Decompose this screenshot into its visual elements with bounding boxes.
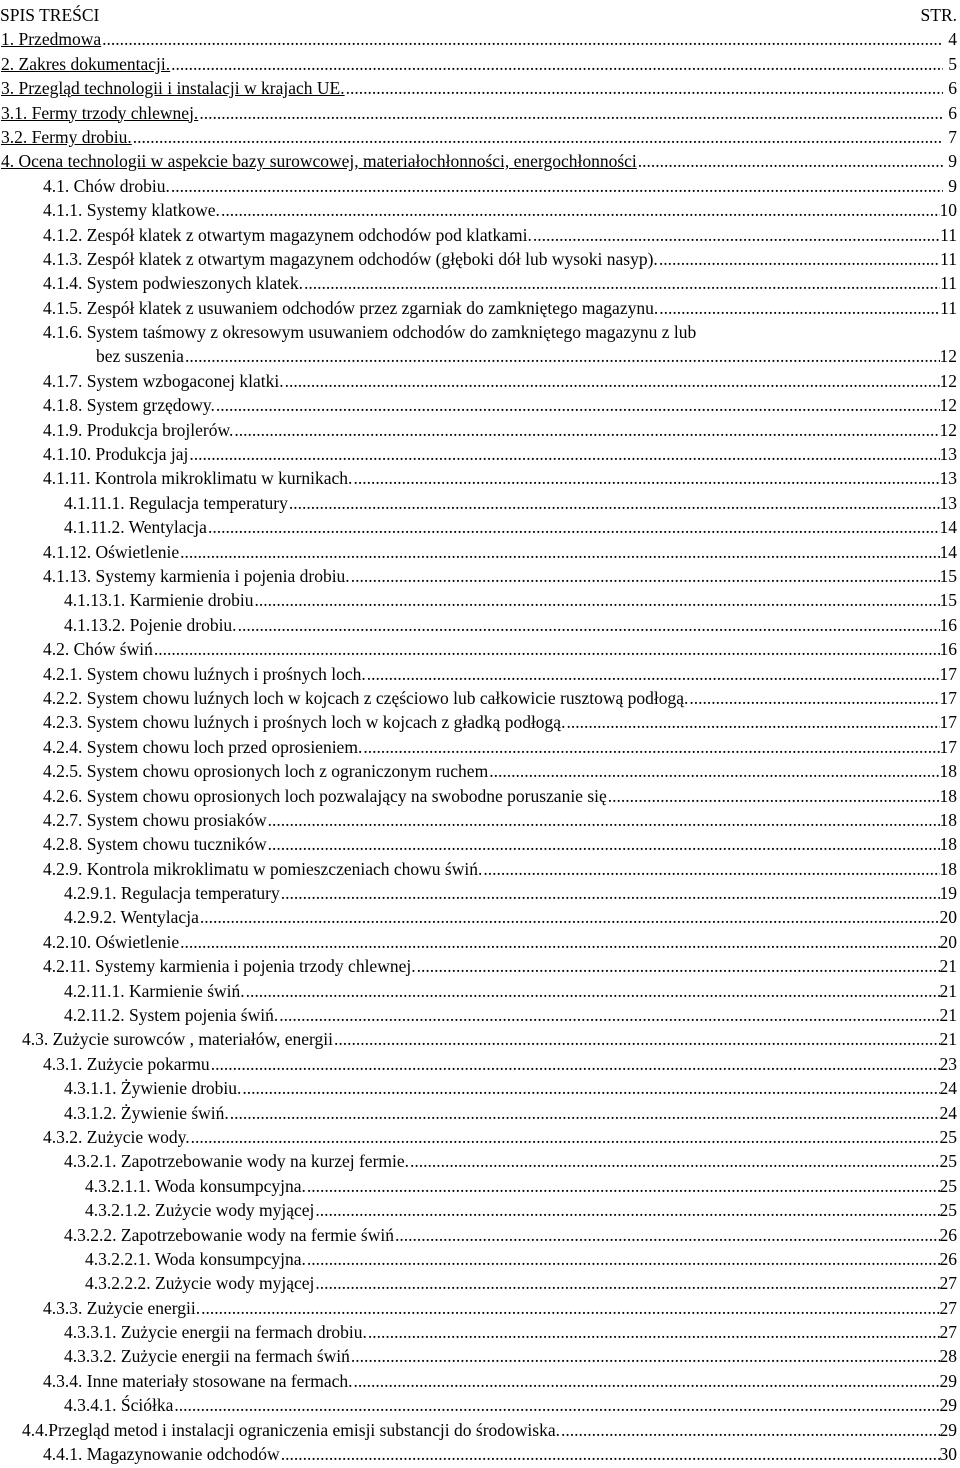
toc-entry xyxy=(0,1027,957,1051)
toc-page-number: 11 xyxy=(940,224,957,245)
toc-page-number: 12 xyxy=(939,370,957,391)
toc-entry-text: 4.2.11.2. System pojenia świń. xyxy=(64,1005,279,1026)
toc-entry xyxy=(0,588,957,612)
page-column-label: STR. xyxy=(920,5,957,25)
toc-entry xyxy=(0,1296,957,1320)
toc-entry xyxy=(0,1442,957,1466)
toc-page-number: 25 xyxy=(939,1200,957,1221)
toc-page-number: 24 xyxy=(939,1078,957,1099)
toc-entry xyxy=(0,1344,957,1368)
toc-entry-text: 4.1.9. Produkcja brojlerów. xyxy=(43,419,234,440)
toc-entry-link[interactable]: 3.2. Fermy drobiu. xyxy=(1,126,132,147)
toc-entry-text: 4.3.1.2. Żywienie świń. xyxy=(64,1102,229,1123)
toc-page-number: 20 xyxy=(939,931,957,952)
toc-entry xyxy=(0,1125,957,1149)
dot-leader xyxy=(565,710,939,734)
dot-leader xyxy=(237,613,940,637)
toc-page-number: 17 xyxy=(939,663,957,684)
toc-title: SPIS TREŚCI xyxy=(0,5,100,25)
toc-entry-text: 4.1.5. Zespół klatek z usuwaniem odchodów przez zgarniak do zamkniętego magazynu. xyxy=(43,297,659,318)
toc-page-number: 14 xyxy=(939,541,957,562)
dot-leader xyxy=(184,344,940,368)
toc-entry xyxy=(0,393,957,417)
dot-leader xyxy=(179,930,939,954)
dot-leader xyxy=(314,1198,939,1222)
toc-page-number: 13 xyxy=(939,444,957,465)
dot-leader xyxy=(314,1271,939,1295)
toc-entry xyxy=(0,1247,957,1271)
dot-leader xyxy=(607,784,940,808)
toc-entry-text: 4.1. Chów drobiu. xyxy=(43,175,170,196)
toc-entry xyxy=(0,320,957,369)
dot-leader xyxy=(267,832,940,856)
toc-page-number: 17 xyxy=(939,736,957,757)
toc-entry-continuation: bez suszenia xyxy=(96,346,184,367)
dot-leader xyxy=(345,76,943,100)
toc-entry-text: 4.1.7. System wzbogaconej klatki. xyxy=(43,370,284,391)
toc-entry-text: 4.2.10. Oświetlenie xyxy=(43,931,180,952)
toc-entry-text: 4.3.2.1. Zapotrzebowanie wody na kurzej fermie. xyxy=(64,1151,410,1172)
toc-entry xyxy=(0,905,957,929)
toc-page-number: 27 xyxy=(939,1297,957,1318)
toc-entry-text: 4.2.8. System chowu tuczników xyxy=(43,834,267,855)
toc-page-number: 17 xyxy=(939,687,957,708)
dot-leader xyxy=(229,1101,940,1125)
toc-entry-text: 4.1.13.1. Karmienie drobiu xyxy=(64,590,254,611)
toc-entry-text: 4.3.4.1. Ściółka xyxy=(64,1395,174,1416)
toc-entry-text: 4.1.13. Systemy karmienia i pojenia drobiu. xyxy=(43,565,350,586)
toc-entry-text: 4.3.2. Zużycie wody. xyxy=(43,1126,190,1147)
toc-entry xyxy=(0,1003,957,1027)
toc-entry xyxy=(0,1101,957,1125)
toc-entry[interactable] xyxy=(0,125,957,149)
toc-entry-text: 4.3.1.1. Żywienie drobiu. xyxy=(64,1078,242,1099)
toc-page-number: 28 xyxy=(939,1346,957,1367)
dot-leader xyxy=(350,1344,940,1368)
toc-page-number: 21 xyxy=(939,956,957,977)
toc-page-number: 11 xyxy=(940,273,957,294)
toc-entry-text: 4.1.8. System grzędowy. xyxy=(43,395,215,416)
dot-leader xyxy=(303,271,940,295)
toc-entry xyxy=(0,662,957,686)
toc-page-number: 25 xyxy=(939,1151,957,1172)
toc-page-number: 29 xyxy=(939,1419,957,1440)
toc-page-number: 25 xyxy=(939,1175,957,1196)
toc-page-number: 13 xyxy=(939,468,957,489)
toc-entry xyxy=(0,491,957,515)
dot-leader xyxy=(173,1393,939,1417)
toc-page-number: 27 xyxy=(939,1273,957,1294)
toc-entry xyxy=(0,247,957,271)
dot-leader xyxy=(306,1174,940,1198)
toc-entry xyxy=(0,418,957,442)
toc-entry xyxy=(0,296,957,320)
dot-leader xyxy=(241,1076,939,1100)
dot-leader xyxy=(350,564,940,588)
toc-entry-text: 4.1.2. Zespół klatek z otwartym magazynem odchodów pod klatkami. xyxy=(43,224,532,245)
toc-page-number: 4 xyxy=(948,29,957,50)
toc-entry-text: 4.2.4. System chowu loch przed oprosieniem. xyxy=(43,736,363,757)
dot-leader xyxy=(278,1003,939,1027)
toc-entry xyxy=(0,564,957,588)
toc-page-number: 11 xyxy=(940,297,957,318)
dot-leader xyxy=(188,442,939,466)
dot-leader xyxy=(532,223,940,247)
toc-entry-text: 4.2.3. System chowu luźnych i prośnych loch w kojcach z gładką podłogą. xyxy=(43,712,566,733)
toc-page-number: 24 xyxy=(939,1102,957,1123)
dot-leader xyxy=(179,540,939,564)
toc-entry[interactable] xyxy=(0,76,957,100)
toc-entry xyxy=(0,759,957,783)
toc-page-number: 7 xyxy=(948,126,957,147)
toc-page-number: 13 xyxy=(939,492,957,513)
toc-entry-text: 4.1.11.2. Wentylacja xyxy=(64,517,207,538)
dot-leader xyxy=(153,637,940,661)
dot-leader xyxy=(267,808,940,832)
toc-entry-text: 4.1.4. System podwieszonych klatek. xyxy=(43,273,304,294)
toc-entry-text: 4.1.11.1. Regulacja temperatury xyxy=(64,492,288,513)
toc-entry xyxy=(0,271,957,295)
toc-page-number: 17 xyxy=(939,712,957,733)
dot-leader xyxy=(352,466,939,490)
toc-entry xyxy=(0,198,957,222)
toc-entry xyxy=(0,1052,957,1076)
toc-entry-text: 4.3. Zużycie surowców , materiałów, energii xyxy=(22,1029,334,1050)
toc-entry xyxy=(0,857,957,881)
toc-entry-text: 4.3.2.2.1. Woda konsumpcyjna. xyxy=(85,1248,306,1269)
toc-entry-text: 4.2.7. System chowu prosiaków xyxy=(43,809,267,830)
dot-leader xyxy=(245,979,940,1003)
toc-entry xyxy=(0,369,957,393)
toc-entry xyxy=(0,174,957,198)
toc-page-number: 10 xyxy=(939,200,957,221)
toc-entry xyxy=(0,686,957,710)
toc-entry xyxy=(0,223,957,247)
dot-leader xyxy=(284,369,940,393)
toc-entry-text: 4.1.10. Produkcja jaj xyxy=(43,444,189,465)
dot-leader xyxy=(658,296,940,320)
dot-leader xyxy=(367,1320,940,1344)
toc-entry xyxy=(0,515,957,539)
toc-page-number: 21 xyxy=(939,1005,957,1026)
dot-leader xyxy=(280,1442,940,1466)
toc-page-number: 6 xyxy=(948,78,957,99)
toc-page-number: 12 xyxy=(939,346,957,367)
toc-page-number: 23 xyxy=(939,1053,957,1074)
dot-leader xyxy=(362,735,939,759)
toc-entry-text: 4.3.2.2.2. Zużycie wody myjącej xyxy=(85,1273,315,1294)
dot-leader xyxy=(306,1247,940,1271)
toc-entry-text: 4.1.6. System taśmowy z okresowym usuwaniem odchodów do zamkniętego magazynu z lub xyxy=(43,322,697,343)
toc-page-number: 21 xyxy=(939,980,957,1001)
dot-leader xyxy=(170,52,943,76)
toc-page-number: 18 xyxy=(939,834,957,855)
toc-entry xyxy=(0,881,957,905)
toc-entry[interactable] xyxy=(0,101,957,125)
toc-page-number: 19 xyxy=(939,883,957,904)
toc-entry-text: 4.3.3.2. Zużycie energii na fermach świń xyxy=(64,1346,350,1367)
toc-entry-text: 4.3.1. Zużycie pokarmu xyxy=(43,1053,210,1074)
toc-entry-link[interactable]: 4. Ocena technologii w aspekcie bazy surowcowej, materiałochłonności, energochłonności xyxy=(1,151,637,172)
toc-page-number: 30 xyxy=(939,1444,957,1465)
toc-page-number: 18 xyxy=(939,761,957,782)
toc-entry xyxy=(0,1271,957,1295)
dot-leader xyxy=(288,491,940,515)
dot-leader xyxy=(215,393,940,417)
dot-leader xyxy=(416,954,940,978)
dot-leader xyxy=(409,1149,939,1173)
dot-leader xyxy=(658,247,940,271)
toc-entry-text: 4.3.2.1.1. Woda konsumpcyjna. xyxy=(85,1175,306,1196)
toc-page-number: 27 xyxy=(939,1322,957,1343)
toc-entry-text: 4.2.5. System chowu oprosionych loch z ograniczonym ruchem xyxy=(43,761,489,782)
toc-page-number: 6 xyxy=(948,102,957,123)
toc-page-number: 29 xyxy=(939,1370,957,1391)
toc-entry xyxy=(0,735,957,759)
toc-page-number: 16 xyxy=(939,639,957,660)
toc-page-number: 26 xyxy=(939,1248,957,1269)
toc-entry xyxy=(0,930,957,954)
toc-entry-text: 4.1.12. Oświetlenie xyxy=(43,541,180,562)
toc-page-number: 12 xyxy=(939,419,957,440)
toc-entry-text: 4.3.3.1. Zużycie energii na fermach drobiu. xyxy=(64,1322,367,1343)
dot-leader xyxy=(560,1418,940,1442)
toc-entry-text: 4.3.4. Inne materiały stosowane na fermach. xyxy=(43,1370,353,1391)
toc-header xyxy=(0,3,957,27)
toc-entry-text: 4.2.2. System chowu luźnych loch w kojcach z częściowo lub całkowicie rusztową podłogą. xyxy=(43,687,689,708)
toc-entry-text: 4.3.2.1.2. Zużycie wody myjącej xyxy=(85,1200,315,1221)
dot-leader xyxy=(220,198,940,222)
dot-leader xyxy=(170,174,943,198)
toc-page-number: 12 xyxy=(939,395,957,416)
dot-leader xyxy=(198,101,943,125)
toc-entry-link[interactable]: 2. Zakres dokumentacji. xyxy=(1,53,171,74)
toc-entry-text: 4.4.Przegląd metod i instalacji ograniczenia emisji substancji do środowiska. xyxy=(22,1419,560,1440)
toc-entry xyxy=(0,540,957,564)
toc-page-number: 21 xyxy=(939,1029,957,1050)
toc-entry[interactable] xyxy=(0,52,957,76)
dot-leader xyxy=(200,1296,939,1320)
toc-entry xyxy=(0,1149,957,1173)
toc-entry xyxy=(0,832,957,856)
toc-page-number: 11 xyxy=(940,248,957,269)
toc-entry-link[interactable]: 3. Przegląd technologii i instalacji w krajach UE. xyxy=(1,78,345,99)
toc-entry xyxy=(0,466,957,490)
toc-entry xyxy=(0,1174,957,1198)
dot-leader xyxy=(482,857,939,881)
toc-entry-text: 4.3.3. Zużycie energii. xyxy=(43,1297,201,1318)
toc-entry-text: 4.1.3. Zespół klatek z otwartym magazynem odchodów (głęboki dół lub wysoki nasyp). xyxy=(43,248,658,269)
toc-entry[interactable] xyxy=(0,27,957,51)
dot-leader xyxy=(199,905,940,929)
toc-entry-link[interactable]: 3.1. Fermy trzody chlewnej. xyxy=(1,102,199,123)
toc-entry xyxy=(0,954,957,978)
toc-page-number: 20 xyxy=(939,907,957,928)
toc-entry-text: 4.1.1. Systemy klatkowe. xyxy=(43,200,220,221)
dot-leader xyxy=(637,149,943,173)
dot-leader xyxy=(254,588,940,612)
dot-leader xyxy=(366,662,940,686)
toc-page-number: 25 xyxy=(939,1126,957,1147)
dot-leader xyxy=(207,515,940,539)
toc-entry-text: 4.4.1. Magazynowanie odchodów xyxy=(43,1444,280,1465)
toc-entry xyxy=(0,613,957,637)
toc-entry xyxy=(0,1076,957,1100)
toc-page-number: 29 xyxy=(939,1395,957,1416)
toc-page-number: 15 xyxy=(939,565,957,586)
toc-page-number: 18 xyxy=(939,785,957,806)
toc-entry xyxy=(0,1369,957,1393)
toc-page-number: 9 xyxy=(948,151,957,172)
toc-entry-text: 4.1.13.2. Pojenie drobiu. xyxy=(64,614,237,635)
toc-entry-text: 4.2.11. Systemy karmienia i pojenia trzody chlewnej. xyxy=(43,956,416,977)
toc-entry-text: 4.3.2.2. Zapotrzebowanie wody na fermie świń xyxy=(64,1224,394,1245)
dot-leader xyxy=(333,1027,939,1051)
toc-entry xyxy=(0,1223,957,1247)
dot-leader xyxy=(280,881,940,905)
toc-entry-text: 4.2.6. System chowu oprosionych loch pozwalający na swobodne poruszanie się xyxy=(43,785,607,806)
toc-entry-text: 4.1.11. Kontrola mikroklimatu w kurnikach. xyxy=(43,468,353,489)
toc-page-number: 14 xyxy=(939,517,957,538)
dot-leader xyxy=(210,1052,940,1076)
dot-leader xyxy=(132,125,943,149)
toc-entries xyxy=(0,27,957,1466)
dot-leader xyxy=(233,418,939,442)
toc-entry xyxy=(0,784,957,808)
toc-entry-text: 4.2.11.1. Karmienie świń. xyxy=(64,980,245,1001)
toc-entry-text: 4.2.1. System chowu luźnych i prośnych loch. xyxy=(43,663,366,684)
toc-entry xyxy=(0,979,957,1003)
toc-entry-text: 4.2. Chów świń xyxy=(43,639,153,660)
dot-leader xyxy=(353,1369,940,1393)
toc-entry xyxy=(0,637,957,661)
toc-entry xyxy=(0,1393,957,1417)
toc-page-number: 15 xyxy=(939,590,957,611)
toc-entry-text: 4.2.9. Kontrola mikroklimatu w pomieszczeniach chowu świń. xyxy=(43,858,483,879)
toc-page-number: 18 xyxy=(939,858,957,879)
dot-leader xyxy=(101,27,943,51)
toc-entry-text: 4.2.9.1. Regulacja temperatury xyxy=(64,883,280,904)
toc-entry xyxy=(0,442,957,466)
toc-page-number: 5 xyxy=(948,53,957,74)
toc-page-number: 16 xyxy=(939,614,957,635)
toc-page-number: 26 xyxy=(939,1224,957,1245)
dot-leader xyxy=(190,1125,940,1149)
toc-entry xyxy=(0,808,957,832)
dot-leader xyxy=(488,759,939,783)
toc-entry-link[interactable]: 1. Przedmowa xyxy=(1,29,102,50)
dot-leader xyxy=(688,686,939,710)
toc-entry xyxy=(0,1320,957,1344)
toc-entry xyxy=(0,1418,957,1442)
dot-leader xyxy=(394,1223,940,1247)
toc-page-number: 18 xyxy=(939,809,957,830)
toc-entry-text: 4.2.9.2. Wentylacja xyxy=(64,907,199,928)
toc-page-number: 9 xyxy=(948,175,957,196)
toc-entry xyxy=(0,710,957,734)
toc-entry[interactable] xyxy=(0,149,957,173)
toc-entry xyxy=(0,1198,957,1222)
